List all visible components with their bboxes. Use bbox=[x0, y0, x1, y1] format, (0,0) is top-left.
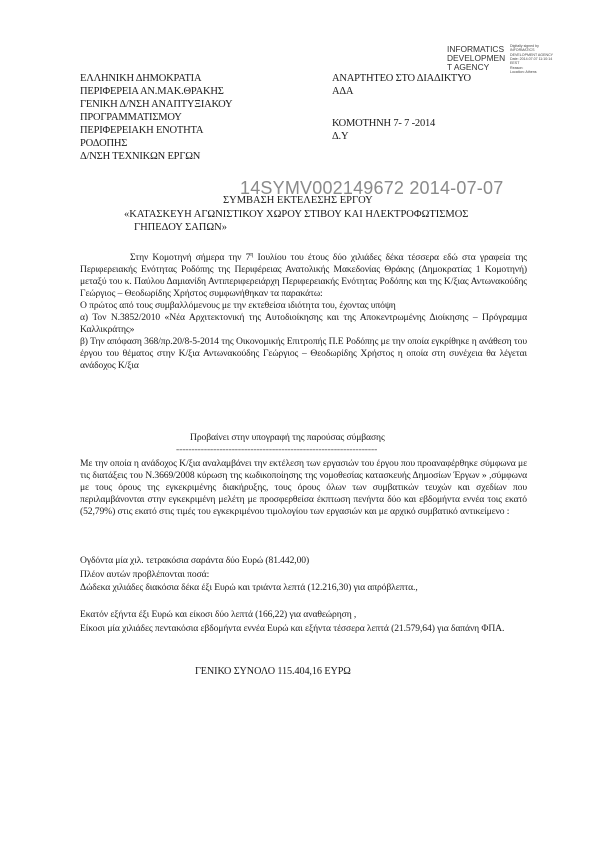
unforeseen-amount: Δώδεκα χιλιάδες διακόσια δέκα έξι Ευρώ και τριάντα λεπτά (12.216,30) για απρόβλεπτα., bbox=[80, 582, 418, 593]
intro-text-a: Στην Κομοτηνή σήμερα την 7 bbox=[130, 252, 251, 263]
header-country: ΕΛΛΗΝΙΚΗ ΔΗΜΟΚΡΑΤΙΑ bbox=[80, 73, 202, 84]
item-b: β) Την απόφαση 368/πρ.20/8-5-2014 της Οικονομικής Επιτροπής Π.Ε Ροδόπης με την οποία εγκρίθηκε η ανάθεση του έργου του θέματος στην Κ/ξια Αντωνακούδης Γεώργιος – Θεοδωρίδης Χρήστος η οποία στη συνέχεια θα λέγεται ανάδοχος Κ/ξια bbox=[80, 336, 527, 371]
project-title-line-2: ΓΗΠΕΔΟΥ ΣΑΠΩΝ» bbox=[134, 222, 228, 233]
header-programming: ΠΡΟΓΡΑΜΜΑΤΙΣΜΟΥ bbox=[80, 112, 182, 123]
stamp-meta-5: EEST bbox=[510, 61, 520, 66]
stamp-org-line-1: INFORMATICS bbox=[447, 44, 505, 54]
stamp-meta-4: Date: 2014.07.07 11:10:14 bbox=[510, 56, 553, 61]
contract-title: ΣΥΜΒΑΣΗ ΕΚΤΕΛΕΣΗΣ ΕΡΓΟΥ bbox=[223, 195, 373, 206]
ada-code: 14SYMV002149672 2014-07-07 bbox=[240, 178, 504, 198]
header-rodopi: ΡΟΔΟΠΗΣ bbox=[80, 138, 128, 149]
proceeds-line: Προβαίνει στην υπογραφή της παρούσας σύμβασης bbox=[190, 432, 385, 443]
header-region: ΠΕΡΙΦΕΡΕΙΑ ΑΝ.ΜΑΚ.ΘΡΑΚΗΣ bbox=[80, 86, 224, 97]
header-unit: ΠΕΡΙΦΕΡΕΙΑΚΗ ΕΝΟΤΗΤΑ bbox=[80, 125, 204, 136]
posted-online-label: ΑΝΑΡΤΗΤΕΟ ΣΤΟ ΔΙΑΔΙΚΤΥΟ bbox=[332, 73, 471, 84]
intro-text-b: Ιουλίου του έτους δύο χιλιάδες δέκα τέσσερα εδώ στα γραφεία της Περιφερειακής Ενότητας Ροδόπης της Περιφέρειας Ανατολικής Μακεδονίας Θράκης (Δημοκρατίας 1 Κομοτηνή) μεταξύ του κ. Παύλου Δαμιανίδη Αντιπεριφερειάρχη Περιφερειακής Ενότητας Ροδόπης και της Κ/ξιας Αντωνακούδης Γεώργιος – Θεοδωρίδης Χρήστος συμφωνήθηκαν τα παρακάτω: bbox=[80, 252, 527, 299]
stamp-meta-6: Reason: bbox=[510, 65, 524, 70]
item-a: α) Τον Ν.3852/2010 «Νέα Αρχιτεκτονική της Αυτοδιοίκησης και της Αποκεντρωμένης Διοίκησης – Πρόγραμμα Καλλικράτης» bbox=[80, 312, 527, 335]
header-technical-dept: Δ/ΝΣΗ ΤΕΧΝΙΚΩΝ ΕΡΓΩΝ bbox=[80, 151, 201, 162]
header-directorate: ΓΕΝΙΚΗ Δ/ΝΣΗ ΑΝΑΠΤΥΞΙΑΚΟΥ bbox=[80, 99, 233, 110]
stamp-org-line-2: DEVELOPMEN bbox=[447, 53, 506, 63]
project-title-line-1: «ΚΑΤΑΣΚΕΥΗ ΑΓΩΝΙΣΤΙΚΟΥ ΧΩΡΟΥ ΣΤΙΒΟΥ ΚΑΙ ΗΛΕΚΤΡΟΦΩΤΙΣΜΟΣ bbox=[124, 209, 469, 220]
contractor-paragraph: Με την οποία η ανάδοχος Κ/ξια αναλαμβάνει την εκτέλεση των εργασιών του έργου που προαναφέρθηκε σύμφωνα με τις διατάξεις του Ν.3669/2008 κύρωση της κωδικοποίησης της νομοθεσίας κατασκευής Δημοσίων Έργων » ,σύμφωνα με τους όρους της εγκεκριμένης διακήρυξης, τους όρους όλων των συμβατικών τευχών και σχεδίων που περιλαμβάνονται στην εγκεκριμένη μελέτη με προσφερθείσα έκπτωση πενήντα δύο και εβδομήντα εννέα τοις εκατό (52,79%) στις εκατό στις τιμές του εγκεκριμένου τιμολογίου των εργασιών και με αρχικό συμβατικό αντικείμενο : bbox=[80, 458, 527, 517]
reference: Δ.Υ bbox=[332, 131, 349, 142]
revision-amount: Εκατόν εξήντα έξι Ευρώ και είκοσι δύο λεπτά (166,22) για αναθεώρηση , bbox=[80, 609, 357, 620]
ada-label: ΑΔΑ bbox=[332, 86, 354, 97]
stamp-meta-7: Location: Athens bbox=[510, 69, 537, 74]
main-amount: Ογδόντα μία χιλ. τετρακόσια σαράντα δύο Ευρώ (81.442,00) bbox=[80, 555, 310, 566]
stamp-org-line-3: T AGENCY bbox=[447, 62, 490, 72]
more-amounts-label: Πλέον αυτών προβλέπονται ποσά: bbox=[80, 569, 210, 580]
intro-superscript: η bbox=[250, 251, 254, 258]
place-date: ΚΟΜΟΤΗΝΗ 7- 7 -2014 bbox=[332, 118, 436, 129]
first-party-line: Ο πρώτος από τους συμβαλλόμενους με την εκτεθείσα ιδιότητα του, έχοντας υπόψη bbox=[80, 300, 396, 311]
vat-amount: Είκοσι μία χιλιάδες πεντακόσια εβδομήντα εννέα Ευρώ και εξήντα τέσσερα λεπτά (21.579,64) για δαπάνη ΦΠΑ. bbox=[80, 623, 505, 634]
stamp-meta-1: Digitally signed by bbox=[510, 44, 539, 48]
separator-dashes: ----------------------------------------------------------------- bbox=[176, 444, 378, 455]
stamp-meta-3: DEVELOPMENT AGENCY bbox=[510, 52, 554, 57]
stamp-meta-2: INFORMATICS bbox=[510, 48, 535, 53]
intro-paragraph bbox=[80, 252, 527, 300]
grand-total: ΓΕΝΙΚΟ ΣΥΝΟΛΟ 115.404,16 ΕΥΡΩ bbox=[195, 666, 351, 677]
